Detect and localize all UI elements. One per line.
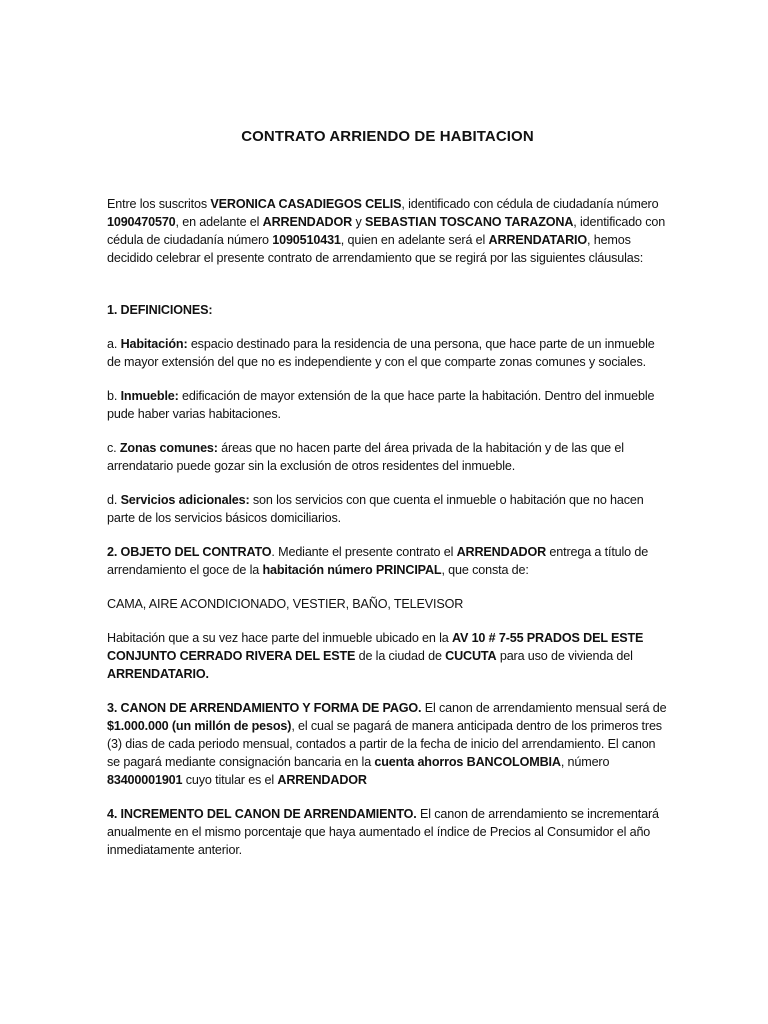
definition-servicios-adicionales [107,491,668,527]
text-run: , hemos decidido celebrar el presente contrato de arrendamiento que se regirá por las siguientes cláusulas: [107,233,644,265]
text-run: c. [107,441,120,455]
text-run: para uso de vivienda del [496,649,633,663]
definition-inmueble [107,387,668,423]
definition-habitacion [107,335,668,371]
bold-text: $1.000.000 (un millón de pesos) [107,719,292,733]
bold-text: 4. INCREMENTO DEL CANON DE ARRENDAMIENTO. [107,807,417,821]
text-run: , número [560,755,610,769]
bold-text: Zonas comunes: [119,441,218,455]
text-run: de la ciudad de [355,649,446,663]
clause-2-objeto [107,543,668,579]
bold-text: VERONICA CASADIEGOS CELIS [210,197,402,211]
property-location [107,629,668,683]
bold-text: 1090470570 [107,215,176,229]
text-run: son los servicios con que cuenta el inmueble o habitación que no hacen parte de los servicios básicos domiciliarios. [107,493,644,525]
bold-text: 2. OBJETO DEL CONTRATO [107,545,272,559]
document-title: CONTRATO ARRIENDO DE HABITACION [241,128,534,145]
bold-text: cuenta ahorros BANCOLOMBIA [374,755,561,769]
text-run: CAMA, AIRE ACONDICIONADO, VESTIER, BAÑO, TELEVISOR [107,597,464,611]
definition-zonas-comunes [107,439,668,475]
bold-text: Servicios adicionales: [120,493,250,507]
bold-text: ARRENDATARIO. [107,667,209,681]
bold-text: ARRENDADOR [262,215,353,229]
text-run: , quien en adelante será el [340,233,489,247]
room-contents [107,595,668,613]
text-run: entrega a título de arrendamiento el goce de la [107,545,649,577]
bold-text: Habitación: [120,337,188,351]
clause-4-incremento [107,805,668,859]
bold-text: 1. DEFINICIONES: [107,303,213,317]
text-run: b. [107,389,121,403]
text-run: , en adelante el [175,215,263,229]
text-run: , identificado con cédula de ciudadanía número [107,215,666,247]
text-run: Entre los suscritos [107,197,211,211]
text-run: El canon de arrendamiento mensual será de [421,701,667,715]
bold-text: 83400001901 [107,773,183,787]
bold-text: ARRENDADOR [456,545,547,559]
bold-text: Inmueble: [120,389,179,403]
text-run: d. [107,493,121,507]
bold-text: SEBASTIAN TOSCANO TARAZONA [364,215,574,229]
bold-text: habitación número PRINCIPAL [262,563,442,577]
text-run: . Mediante el presente contrato el [271,545,457,559]
bold-text: 1090510431 [272,233,341,247]
bold-text: 3. CANON DE ARRENDAMIENTO Y FORMA DE PAGO. [107,701,422,715]
bold-text: ARRENDATARIO [488,233,588,247]
text-run: edificación de mayor extensión de la que hace parte la habitación. Dentro del inmueble pude haber varias habitaciones. [107,389,655,421]
text-run: áreas que no hacen parte del área privada de la habitación y de las que el arrendatario puede gozar sin la exclusión de otros residentes del inmueble. [107,441,624,473]
text-run: , el cual se pagará de manera anticipada dentro de los primeros tres (3) dias de cada periodo mensual, contados a partir de la fecha de inicio del arrendamiento. El canon se pagará mediante consignación bancaria en la [107,719,662,769]
text-run: , que consta de: [441,563,529,577]
text-run: espacio destinado para la residencia de una persona, que hace parte de un inmueble de mayor extensión del que no es independiente y con el que comparte zonas comunes y sociales. [107,337,655,369]
text-run: y [352,215,365,229]
clause-3-canon [107,699,668,789]
clause-1-heading [107,301,668,319]
intro-paragraph [107,195,668,267]
text-run: Habitación que a su vez hace parte del inmueble ubicado en la [107,631,452,645]
text-run: , identificado con cédula de ciudadanía número [401,197,659,211]
text-run: cuyo titular es el [182,773,278,787]
bold-text: CUCUTA [445,649,497,663]
bold-text: ARRENDADOR [277,773,367,787]
text-run: El canon de arrendamiento se incrementará anualmente en el mismo porcentaje que haya aumentado el índice de Precios al Consumidor el año inmediatamente anterior. [107,807,659,857]
bold-text: AV 10 # 7-55 PRADOS DEL ESTE CONJUNTO CERRADO RIVERA DEL ESTE [107,631,644,663]
text-run: a. [107,337,121,351]
